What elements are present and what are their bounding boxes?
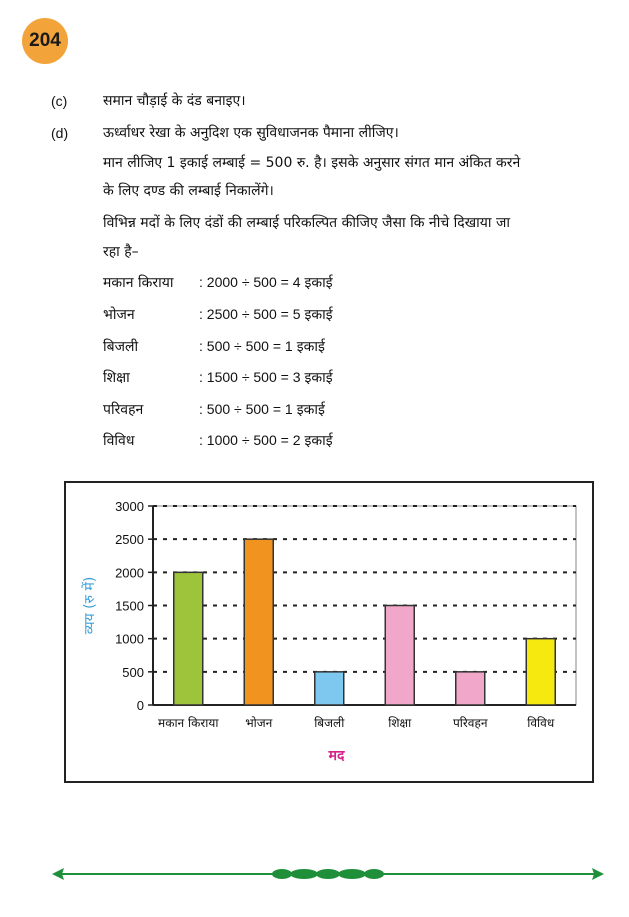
calc-unit: इकाई — [304, 433, 333, 449]
calc-unit: इकाई — [296, 339, 325, 355]
bar-chart-frame — [64, 481, 594, 783]
y-tick-label: 1000 — [115, 631, 144, 647]
calc-unit: इकाई — [304, 370, 333, 386]
y-tick-label: 500 — [122, 664, 144, 680]
bar-3 — [315, 672, 344, 705]
calc-row-misc — [103, 430, 333, 451]
x-category-label: बिजली — [314, 716, 345, 730]
y-tick-label: 0 — [136, 698, 144, 713]
bar-6 — [526, 639, 555, 705]
divider-ornament — [338, 869, 366, 879]
y-tick-label: 2500 — [115, 532, 144, 548]
calc-expression: : 2000 ÷ 500 = 4 — [199, 274, 301, 290]
decorative-divider — [52, 862, 604, 886]
bars-paragraph-line-2: रहा है– — [103, 244, 139, 260]
divider-ornament — [364, 869, 384, 879]
calc-item: विविध — [103, 433, 135, 449]
bar-4 — [385, 606, 414, 706]
bar-2 — [244, 539, 273, 705]
calc-row-food — [103, 304, 333, 325]
expense-bar-chart — [66, 483, 592, 781]
x-category-label: मकान किराया — [158, 716, 219, 730]
calc-expression: : 500 ÷ 500 = 1 — [199, 401, 293, 417]
calc-expression: : 1000 ÷ 500 = 2 — [199, 432, 301, 448]
calc-item: शिक्षा — [103, 370, 130, 386]
y-tick-label: 1500 — [115, 598, 144, 614]
calc-row-electricity — [103, 336, 325, 357]
divider-ornament — [272, 869, 292, 879]
scale-paragraph-line-2: के लिए दण्ड की लम्बाई निकालेंगे। — [103, 183, 274, 199]
step-marker-c: (c) — [51, 93, 68, 109]
calc-row-transport — [103, 399, 325, 420]
y-axis-title: व्यय (रु में) — [82, 576, 98, 635]
x-category-label: भोजन — [245, 716, 273, 730]
calc-row-education — [103, 367, 333, 388]
x-category-label: शिक्षा — [388, 716, 412, 730]
x-category-label: परिवहन — [452, 716, 488, 730]
calc-unit: इकाई — [304, 275, 333, 291]
bar-1 — [174, 572, 203, 705]
divider-ornament — [316, 869, 340, 879]
bar-5 — [456, 672, 485, 705]
calc-unit: इकाई — [304, 307, 333, 323]
scale-paragraph-line-1: मान लीजिए 1 इकाई लम्बाई = 500 रु. है। इसके अनुसार संगत मान अंकित करने — [103, 155, 521, 171]
y-tick-label: 2000 — [115, 565, 144, 581]
y-tick-label: 3000 — [115, 499, 144, 514]
x-axis-title: मद — [328, 748, 345, 764]
calc-unit: इकाई — [296, 402, 325, 418]
bars-paragraph-line-1: विभिन्न मदों के लिए दंडों की लम्बाई परिकल्पित कीजिए जैसा कि नीचे दिखाया जा — [103, 215, 511, 231]
divider-ornament — [290, 869, 318, 879]
calc-item: भोजन — [103, 307, 135, 323]
calc-item: परिवहन — [103, 402, 144, 418]
calc-row-rent — [103, 272, 333, 293]
calc-item: मकान किराया — [103, 275, 174, 291]
calc-expression: : 1500 ÷ 500 = 3 — [199, 369, 301, 385]
calc-expression: : 2500 ÷ 500 = 5 — [199, 306, 301, 322]
step-text-d: ऊर्ध्वाधर रेखा के अनुदिश एक सुविधाजनक पैमाना लीजिए। — [103, 125, 399, 141]
calc-item: बिजली — [103, 339, 139, 355]
page-number-badge: 204 — [22, 18, 68, 64]
step-text-c: समान चौड़ाई के दंड बनाइए। — [103, 93, 246, 109]
x-category-label: विविध — [527, 716, 555, 730]
calc-expression: : 500 ÷ 500 = 1 — [199, 338, 293, 354]
step-marker-d: (d) — [51, 125, 69, 141]
